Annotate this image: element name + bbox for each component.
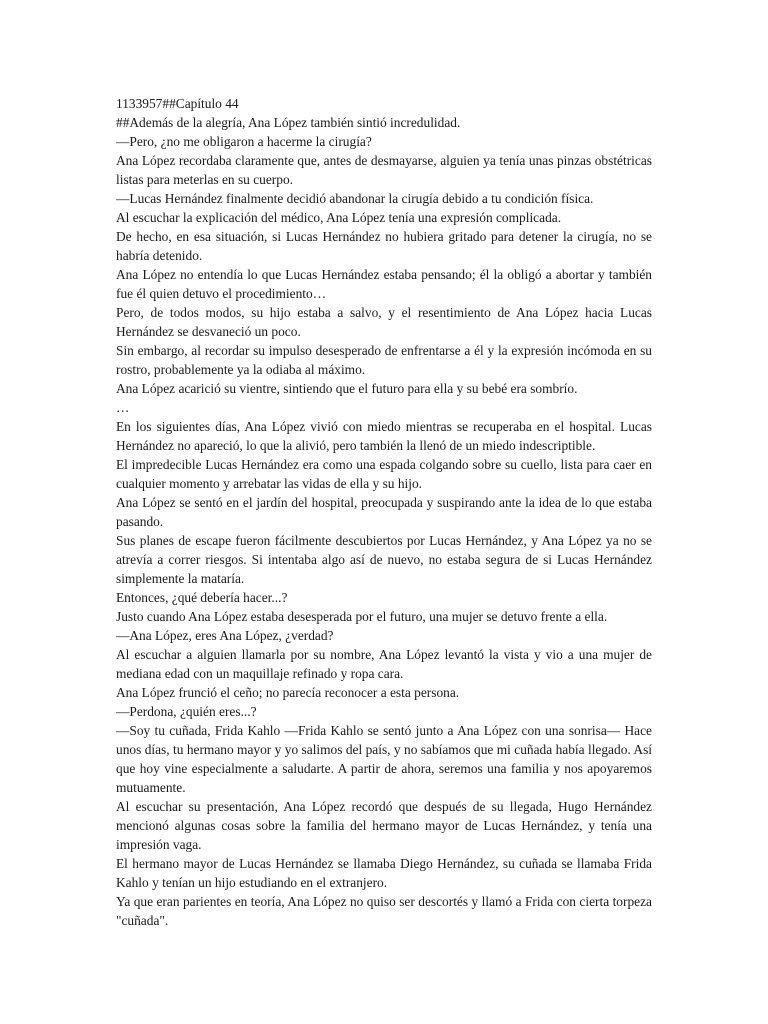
paragraph: —Lucas Hernández finalmente decidió abandonar la cirugía debido a tu condición física. — [116, 191, 594, 206]
paragraph: Ana López no entendía lo que Lucas Hernández estaba pensando; él la obligó a abortar y también fue él quien detuvo el procedimiento… — [116, 267, 652, 301]
paragraph: ##Además de la alegría, Ana López también sintió incredulidad. — [116, 115, 461, 130]
paragraph: Ana López recordaba claramente que, antes de desmayarse, alguien ya tenía unas pinzas obstétricas listas para meterlas en su cuerpo. — [116, 153, 652, 187]
paragraph: Al escuchar la explicación del médico, Ana López tenía una expresión complicada. — [116, 210, 562, 225]
paragraph: —Perdona, ¿quién eres...? — [116, 704, 257, 719]
paragraph: —Ana López, eres Ana López, ¿verdad? — [116, 628, 334, 643]
paragraph: Justo cuando Ana López estaba desesperada por el futuro, una mujer se detuvo frente a ella. — [116, 609, 608, 624]
paragraph: En los siguientes días, Ana López vivió con miedo mientras se recuperaba en el hospital. Lucas Hernández no apareció, lo que la alivió, pero también la llenó de un miedo indescriptible. — [116, 419, 652, 453]
section-break: … — [116, 400, 130, 415]
paragraph: Sin embargo, al recordar su impulso desesperado de enfrentarse a él y la expresión incómoda en su rostro, probablemente ya la odiaba al máximo. — [116, 343, 652, 377]
paragraph: —Soy tu cuñada, Frida Kahlo —Frida Kahlo se sentó junto a Ana López con una sonrisa— Hace unos días, tu hermano mayor y yo salimos del país, y no sabíamos que mi cuñada había llegado. Así que hoy vine especialmente a saludarte. A partir de ahora, seremos una familia y nos apoyaremos mutuamente. — [116, 723, 652, 795]
paragraph: Al escuchar su presentación, Ana López recordó que después de su llegada, Hugo Hernández mencionó algunas cosas sobre la familia del hermano mayor de Lucas Hernández, y tenía una impresión vaga. — [116, 799, 652, 852]
paragraph: De hecho, en esa situación, si Lucas Hernández no hubiera gritado para detener la cirugía, no se habría detenido. — [116, 229, 652, 263]
paragraph: Ana López se sentó en el jardín del hospital, preocupada y suspirando ante la idea de lo que estaba pasando. — [116, 495, 652, 529]
paragraph: —Pero, ¿no me obligaron a hacerme la cirugía? — [116, 134, 372, 149]
paragraph: Sus planes de escape fueron fácilmente descubiertos por Lucas Hernández, y Ana López ya no se atrevía a correr riesgos. Si intentaba algo así de nuevo, no estaba segura de si Lucas Hernández simplemente la mataría. — [116, 533, 652, 586]
document-body — [116, 94, 652, 930]
chapter-heading: 1133957##Capítulo 44 — [116, 96, 239, 111]
paragraph: Ana López frunció el ceño; no parecía reconocer a esta persona. — [116, 685, 460, 700]
paragraph: El hermano mayor de Lucas Hernández se llamaba Diego Hernández, su cuñada se llamaba Frida Kahlo y tenían un hijo estudiando en el extranjero. — [116, 856, 652, 890]
paragraph: Entonces, ¿qué debería hacer...? — [116, 590, 288, 605]
paragraph: Ya que eran parientes en teoría, Ana López no quiso ser descortés y llamó a Frida con cierta torpeza "cuñada". — [116, 894, 652, 928]
paragraph: Al escuchar a alguien llamarla por su nombre, Ana López levantó la vista y vio a una mujer de mediana edad con un maquillaje refinado y ropa cara. — [116, 647, 652, 681]
paragraph: Pero, de todos modos, su hijo estaba a salvo, y el resentimiento de Ana López hacia Lucas Hernández se desvaneció un poco. — [116, 305, 652, 339]
paragraph: Ana López acarició su vientre, sintiendo que el futuro para ella y su bebé era sombrío. — [116, 381, 578, 396]
paragraph: El impredecible Lucas Hernández era como una espada colgando sobre su cuello, lista para caer en cualquier momento y arrebatar las vidas de ella y su hijo. — [116, 457, 652, 491]
